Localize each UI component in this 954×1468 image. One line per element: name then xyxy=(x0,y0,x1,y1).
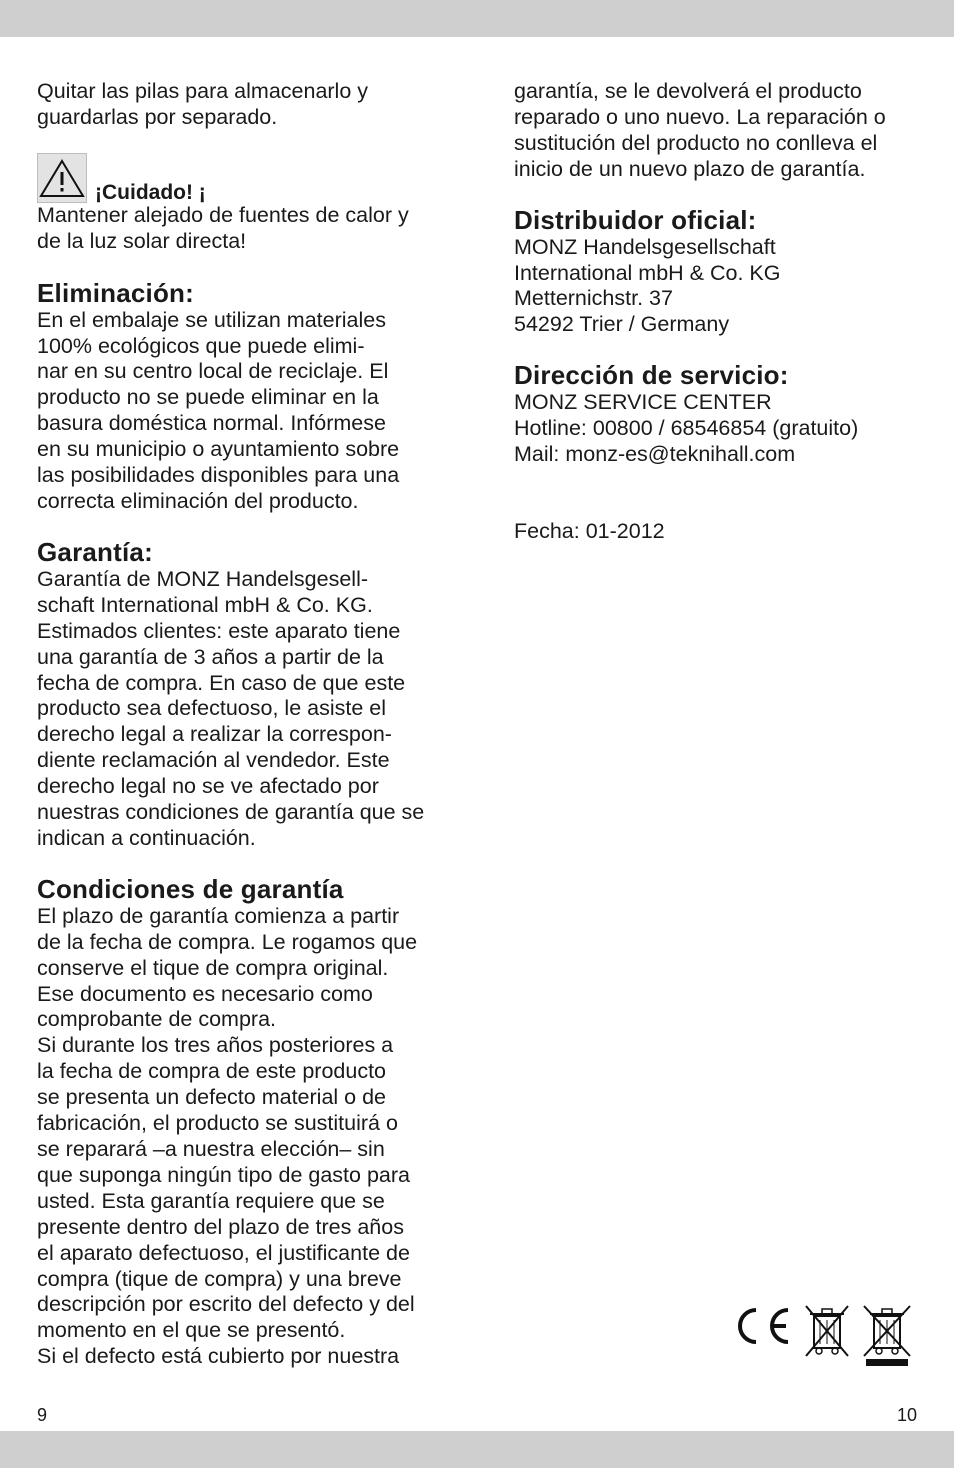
caution-label: ¡Cuidado! ¡ xyxy=(95,180,206,204)
storage-note: Quitar las pilas para almacenarlo y guardarlas por separado. xyxy=(37,79,369,129)
elimination-heading: Eliminación: xyxy=(37,277,194,308)
distributor-heading: Distribuidor oficial: xyxy=(514,204,757,235)
service-contact: MONZ SERVICE CENTER Hotline: 00800 / 68546854 (gratuito) Mail: monz-es@teknihall.com xyxy=(514,390,859,467)
crossed-bin-bar-icon xyxy=(860,1302,914,1366)
page-number-left: 9 xyxy=(37,1405,48,1425)
crossed-bin-icon xyxy=(802,1302,852,1358)
warranty-conditions-text: El plazo de garantía comienza a partir de la fecha de compra. Le rogamos que conserve el tique de compra original. Ese documento es necesario como comprobante de compra. Si durante los tres años posteriores a la fecha de compra de este producto se presenta un defecto material o de fabricación, el producto se sustituirá o se reparará –a nuestra elección– sin que suponga ningún tipo de gasto para usted. Esta garantía requiere que se presente dentro del plazo de tres años el aparato defectuoso, el justificante de compra (tique de compra) y una breve descripción por escrito del defecto y del momento en el que se presentó. Si el defecto está cubierto por nuestra xyxy=(37,903,418,1369)
warranty-text: Garantía de MONZ Handelsgesell- schaft International mbH & Co. KG. Estimados clientes: este aparato tiene una garantía de 3 años a partir de la fecha de compra. En caso de que este producto sea defectuoso, le asiste el derecho legal a realizar la correspon- diente reclamación al vendedor. Este derecho legal no se ve afectado por nuestras condiciones de garantía que se indican a continuación. xyxy=(37,566,425,850)
issue-date: Fecha: 01-2012 xyxy=(514,518,665,543)
right-column xyxy=(514,79,924,545)
caution-text: Mantener alejado de fuentes de calor y de la luz solar directa! xyxy=(37,202,409,253)
bottom-bar xyxy=(0,1431,954,1468)
compliance-marks xyxy=(730,1302,914,1366)
caution-header xyxy=(37,153,457,203)
warranty-continuation: garantía, se le devolverá el producto reparado o uno nuevo. La reparación o sustitución del producto no conlleva el inicio de un nuevo plazo de garantía. xyxy=(514,79,886,181)
elimination-text: En el embalaje se utilizan materiales 100% ecológicos que puede elimi- nar en su centro local de reciclaje. El producto no se puede eliminar en la basura doméstica normal. Infórmese en su municipio o ayuntamiento sobre las posibilidades disponibles para una correcta eliminación del producto. xyxy=(37,307,400,513)
page-number-right: 10 xyxy=(896,1405,917,1425)
service-heading: Dirección de servicio: xyxy=(514,360,789,391)
left-column xyxy=(37,79,457,1370)
warning-triangle-icon xyxy=(37,153,87,203)
warranty-heading: Garantía: xyxy=(37,536,153,567)
distributor-address: MONZ Handelsgesellschaft International mbH & Co. KG Metternichstr. 37 54292 Trier / Germany xyxy=(514,234,781,337)
warranty-conditions-heading: Condiciones de garantía xyxy=(37,873,344,904)
ce-mark-icon xyxy=(730,1302,794,1350)
top-bar xyxy=(0,0,954,37)
